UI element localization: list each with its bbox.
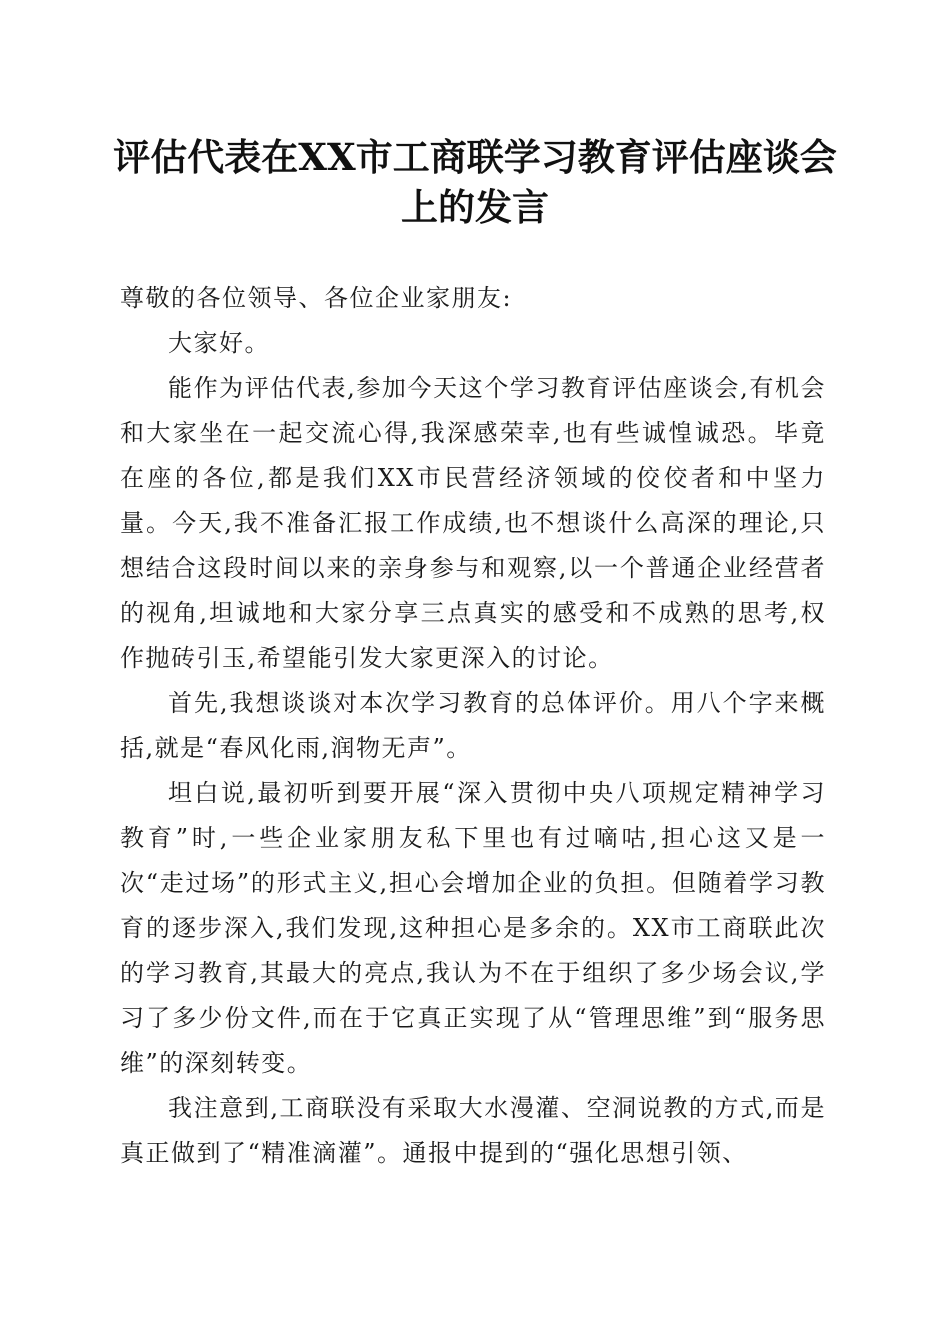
paragraph-intro: 能作为评估代表,参加今天这个学习教育评估座谈会,有机会和大家坐在一起交流心得,我深感荣幸,也有些诚惶诚恐。毕竟在座的各位,都是我们XX市民营经济领域的佼佼者和中坚力量。今天,我不准备汇报工作成绩,也不想谈什么高深的理论,只想结合这段时间以来的亲身参与和观察,以一个普通企业经营者的视角,坦诚地和大家分享三点真实的感受和不成熟的思考,权作抛砖引玉,希望能引发大家更深入的讨论。 [120, 374, 826, 672]
paragraph-concerns: 坦白说,最初听到要开展“深入贯彻中央八项规定精神学习教育”时,一些企业家朋友私下里也有过嘀咕,担心这又是一次“走过场”的形式主义,担心会增加企业的负担。但随着学习教育的逐步深入,我们发现,这种担心是多余的。XX市工商联此次的学习教育,其最大的亮点,我认为不在于组织了多少场会议,学习了多少份文件,而在于它真正实现了从“管理思维”到“服务思维”的深刻转变。 [120, 779, 826, 1077]
document-title: 评估代表在XX市工商联学习教育评估座谈会上的发言 [113, 135, 837, 229]
paragraph-greeting: 大家好。 [168, 329, 270, 357]
paragraph-evaluation: 首先,我想谈谈对本次学习教育的总体评价。用八个字来概括,就是“春风化雨,润物无声”。 [120, 689, 826, 762]
salutation: 尊敬的各位领导、各位企业家朋友: [120, 284, 513, 312]
document-body [120, 276, 826, 1176]
paragraph-observation: 我注意到,工商联没有采取大水漫灌、空洞说教的方式,而是真正做到了“精准滴灌”。通报中提到的“强化思想引领、 [120, 1094, 826, 1167]
